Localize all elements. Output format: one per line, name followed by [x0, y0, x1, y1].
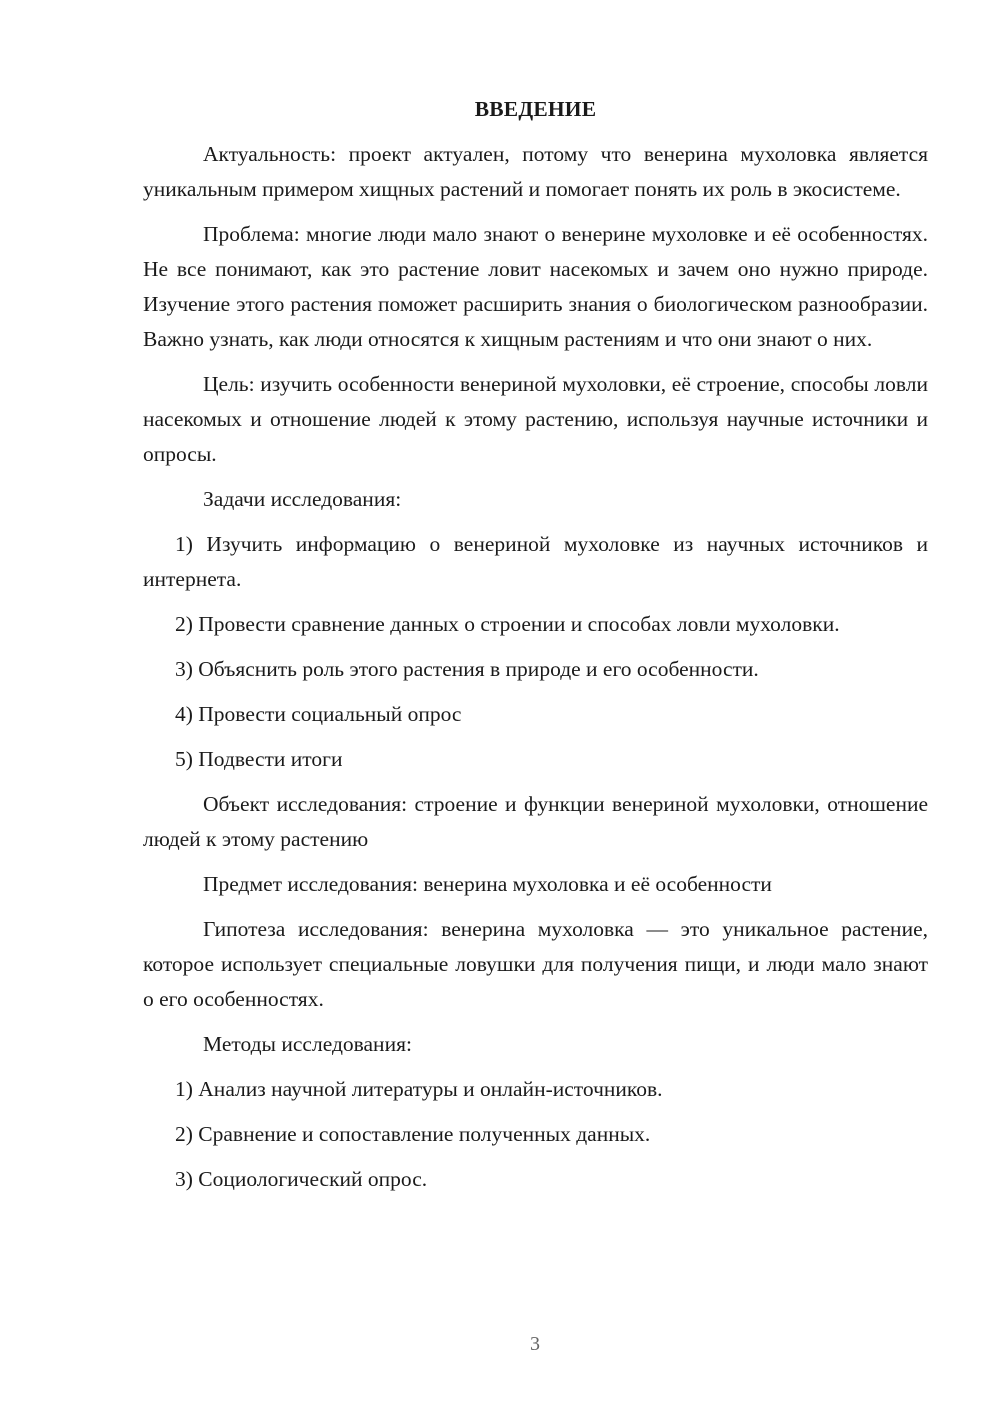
- task-item: 1) Изучить информацию о венериной мухоловке из научных источников и интернета.: [143, 532, 928, 591]
- task-item: 5) Подвести итоги: [175, 747, 343, 771]
- document-page: [143, 92, 928, 1207]
- relevance-paragraph: Актуальность: проект актуален, потому что венерина мухоловка является уникальным примером хищных растений и помогает понять их роль в экосистеме.: [143, 142, 928, 201]
- methods-title: Методы исследования:: [203, 1032, 412, 1056]
- section-heading: ВВЕДЕНИЕ: [474, 97, 597, 121]
- method-item: 2) Сравнение и сопоставление полученных данных.: [175, 1122, 651, 1146]
- method-item: 3) Социологический опрос.: [175, 1167, 428, 1191]
- hypothesis-paragraph: Гипотеза исследования: венерина мухоловка — это уникальное растение, которое использует специальные ловушки для получения пищи, и люди мало знают о его особенностях.: [143, 917, 928, 1011]
- task-item: 2) Провести сравнение данных о строении и способах ловли мухоловки.: [175, 612, 840, 636]
- method-item: 1) Анализ научной литературы и онлайн-источников.: [175, 1077, 663, 1101]
- object-paragraph: Объект исследования: строение и функции венериной мухоловки, отношение людей к этому растению: [143, 792, 928, 851]
- goal-paragraph: Цель: изучить особенности венериной мухоловки, её строение, способы ловли насекомых и отношение людей к этому растению, используя научные источники и опросы.: [143, 372, 928, 466]
- task-item: 4) Провести социальный опрос: [175, 702, 462, 726]
- tasks-title: Задачи исследования:: [203, 487, 402, 511]
- page-number: 3: [530, 1333, 540, 1355]
- task-item: 3) Объяснить роль этого растения в природе и его особенности.: [175, 657, 759, 681]
- subject-paragraph: Предмет исследования: венерина мухоловка и её особенности: [203, 872, 772, 896]
- problem-paragraph: Проблема: многие люди мало знают о венерине мухоловке и её особенностях. Не все понимают, как это растение ловит насекомых и зачем оно нужно природе. Изучение этого растения поможет расширить знания о биологическом разнообразии. Важно узнать, как люди относятся к хищным растениям и что они знают о них.: [143, 222, 928, 351]
